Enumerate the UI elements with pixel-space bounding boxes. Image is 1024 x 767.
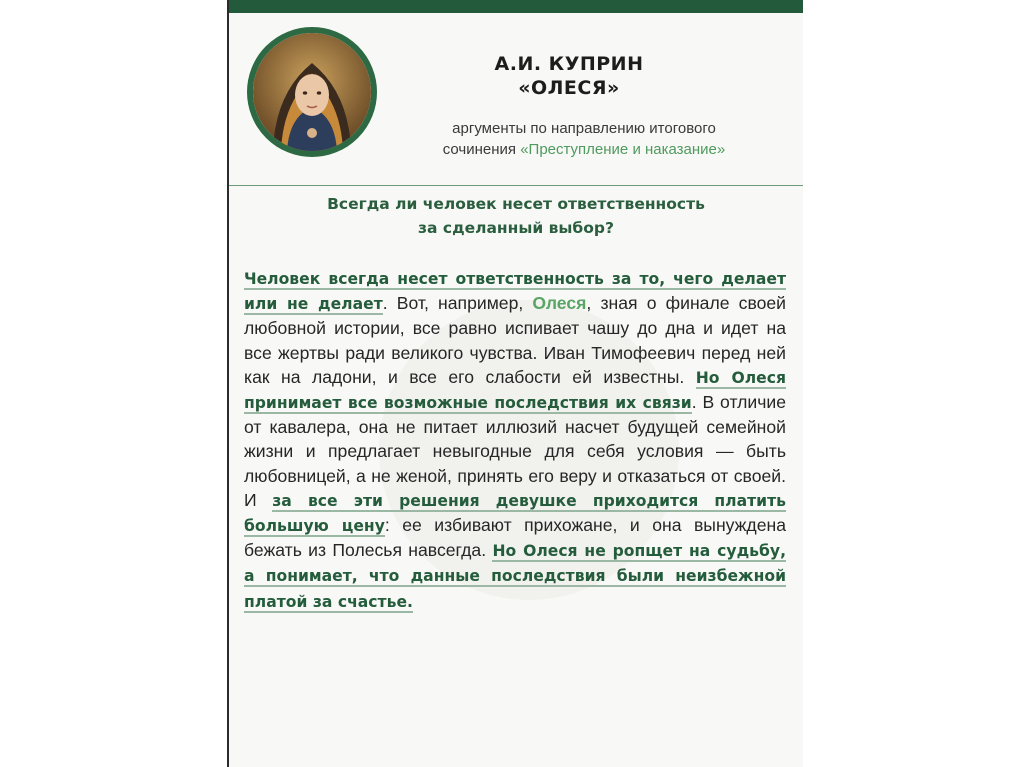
- slide-card: [229, 0, 803, 767]
- work-title: «ОЛЕСЯ»: [518, 77, 620, 99]
- portrait-painting-icon: [247, 27, 377, 157]
- subtitle: [419, 118, 749, 160]
- question-line-1: Всегда ли человек несет ответственность: [327, 195, 705, 213]
- highlight-price: за все эти решения девушке приходится платить большую цену: [244, 491, 786, 536]
- character-name: Олеся: [532, 293, 587, 314]
- subtitle-line-2: [419, 139, 749, 160]
- author-name: А.И. КУПРИН: [494, 53, 644, 75]
- highlight-conclusion: Но Олеся не ропщет на судьбу, а понимает, что данные последствия были неизбежной платой за счастье.: [244, 542, 787, 611]
- argument-text: [244, 266, 786, 614]
- highlight-thesis: Человек всегда несет ответственность за то, чего делает или не делает: [244, 270, 786, 314]
- text-segment: . Вот, например,: [382, 293, 533, 314]
- question-line-2: за сделанный выбор?: [418, 219, 614, 237]
- text-segment: : ее избивают прихожане, и она вынуждена бежать из Полесья навсегда.: [244, 515, 786, 561]
- text-segment: . В отличие от кавалера, она не питает иллюзий насчет будущей семейной жизни и предлагает невыгодные для себя условия — быть любовницей, а не женой, принять его веру и отказаться от своей. И: [244, 392, 787, 510]
- top-color-band: [229, 0, 803, 13]
- highlight-acceptance: Но Олеся принимает все возможные последствия их связи: [244, 368, 786, 413]
- text-segment: , зная о финале своей любовной истории, все равно испивает чашу до дна и идет на все жертвы ради великого чувства. Иван Тимофеевич перед ней как на ладони, и все его слабости ей известны.: [244, 293, 786, 387]
- subtitle-line-1: аргументы по направлению итогового: [452, 120, 716, 137]
- header-separator: [229, 185, 803, 186]
- question-heading: [251, 192, 781, 240]
- subtitle-lead: сочинения: [442, 141, 521, 158]
- title-block: [414, 52, 724, 100]
- subtitle-accent: «Преступление и наказание»: [520, 141, 726, 158]
